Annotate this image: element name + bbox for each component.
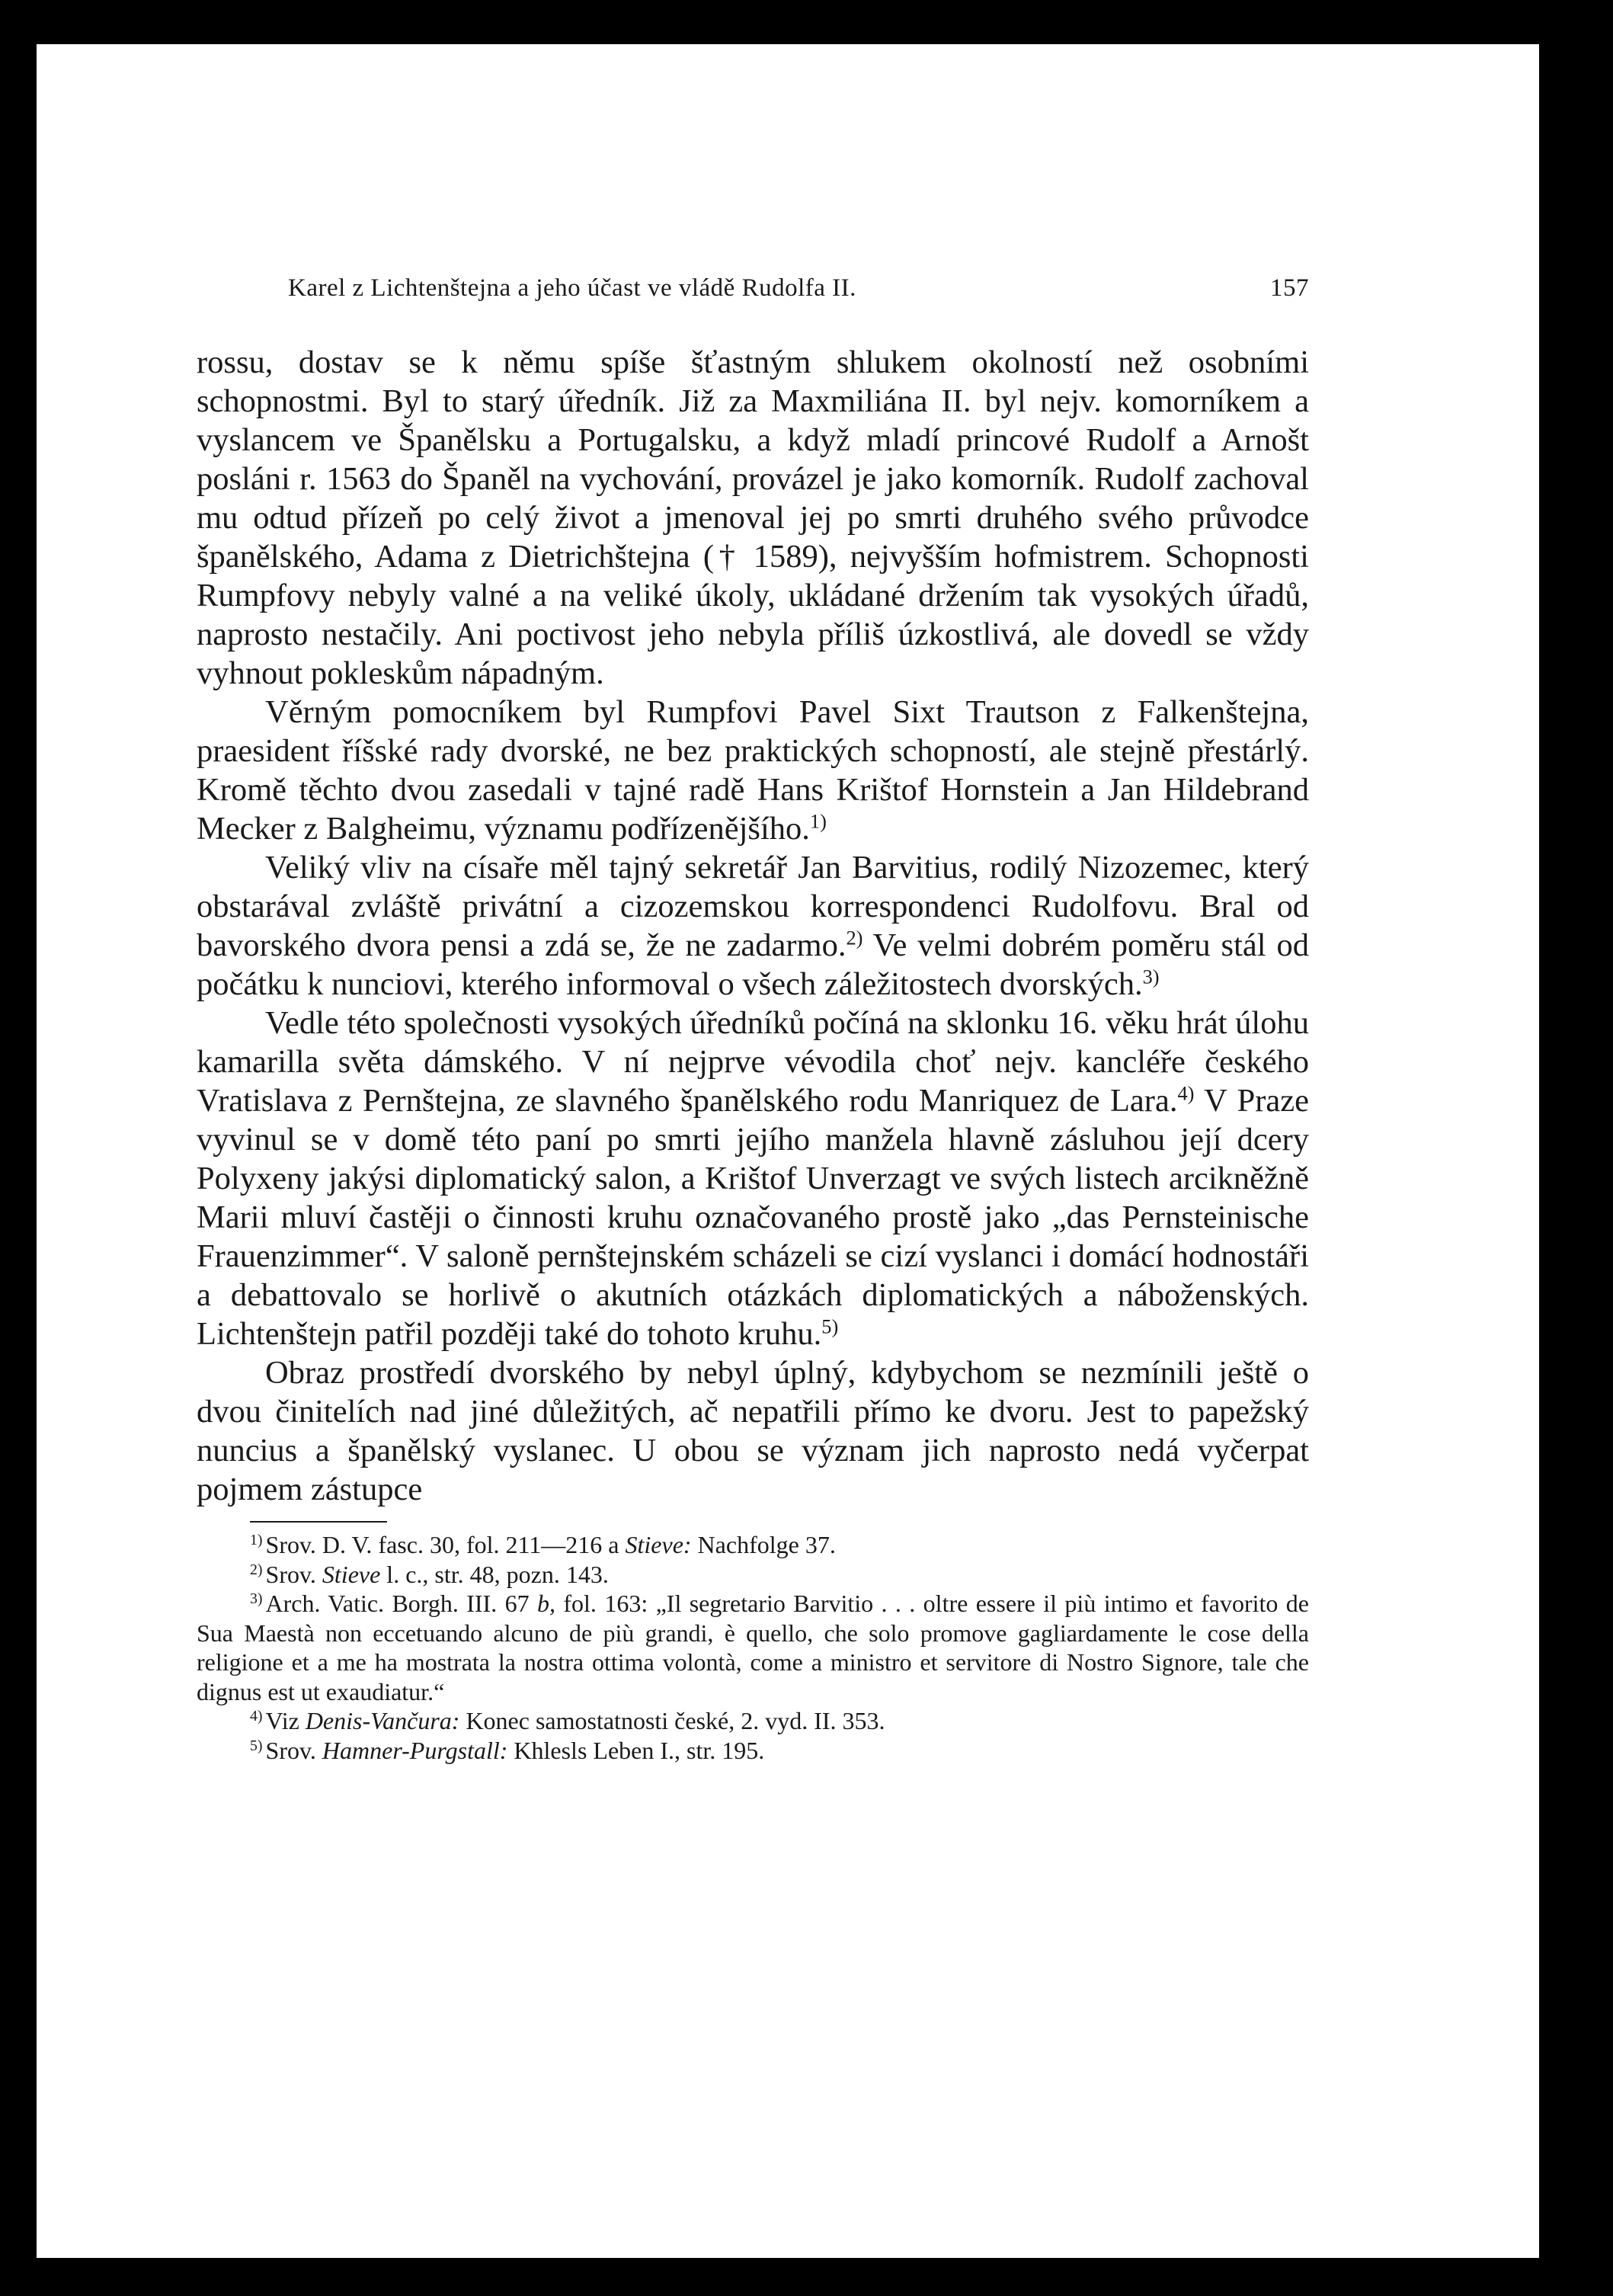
paragraph-3 — [197, 848, 1309, 1004]
body-text — [197, 343, 1309, 1509]
paragraph-5-text: Obraz prostředí dvorského by nebyl úplný, kdybychom se nezmínili ještě o dvou činitelích nad jiné důležitých, ač nepatřili přímo ke dvoru. Jest to papežský nuncius a španělský vyslanec. U obou se význam jich naprosto nedá vyčerpat pojmem zástupce — [197, 1355, 1309, 1507]
footnote-2 — [197, 1560, 1309, 1590]
paragraph-2-text: Věrným pomocníkem byl Rumpfovi Pavel Sixt Trautson z Falkenštejna, praesident říšské rady dvorské, ne bez praktických schopností, ale stejně přestárlý. Kromě těchto dvou zasedali v tajné radě Hans Krištof Hornstein a Jan Hildebrand Mecker z Balgheimu, významu podřízenějšího. — [197, 694, 1309, 847]
footnote-4 — [197, 1706, 1309, 1736]
footnote-divider — [250, 1521, 387, 1523]
footnote-3-italic: b, — [537, 1590, 555, 1617]
footnote-1-marker: 1) — [250, 1532, 263, 1549]
footnote-2-text: Srov. — [265, 1560, 322, 1588]
footnote-4-text: Viz — [265, 1707, 306, 1734]
paragraph-3-text-b: Ve velmi dobrém poměru stál od počátku k nunciovi, kterého informoval o všech záležitostech dvorských. — [197, 927, 1309, 1002]
footnote-ref-2: 2) — [846, 927, 863, 949]
footnote-1 — [197, 1530, 1309, 1560]
footnote-5-author: Hamner-Purgstall: — [322, 1736, 508, 1764]
footnote-3-text: Arch. Vatic. Borgh. III. 67 — [265, 1590, 537, 1617]
paragraph-1-text: rossu, dostav se k němu spíše šťastným shlukem okolností než osobními schopnostmi. Byl to starý úředník. Již za Maxmiliána II. byl nejv. komorníkem a vyslancem ve Španělsku a Portugalsku, a když mladí princové Rudolf a Arnošt posláni r. 1563 do Španěl na vychování, provázel je jako komorník. Rudolf zachoval mu odtud přízeň po celý život a jmenoval jej po smrti druhého svého průvodce španělského, Adama z Dietrichštejna († 1589), nejvyšším hofmistrem. Schopnosti Rumpfovy nebyly valné a na veliké úkoly, ukládané držením tak vysokých úřadů, naprosto nestačily. Ani poctivost jeho nebyla příliš úzkostlivá, ale dovedl se vždy vyhnout pokleskům nápadným. — [197, 344, 1309, 691]
footnote-1-rest: Nachfolge 37. — [691, 1531, 836, 1558]
running-title: Karel z Lichtenštejna a jeho účast ve vládě Rudolfa II. — [288, 274, 856, 302]
footnote-5-text: Srov. — [265, 1736, 322, 1764]
page-content — [197, 274, 1309, 1765]
running-header — [197, 274, 1309, 320]
paragraph-4-text-b: V Praze vyvinul se v domě této paní po smrti jejího manžela hlavně zásluhou její dcery Polyxeny jakýsi diplomatický salon, a Krištof Unverzagt ve svých listech arcikněžně Marii mluví častěji o činnosti kruhu označovaného prostě jako „das Pernsteinische Frauenzimmer“. V saloně pernštejnském scházeli se cizí vyslanci i domácí hodnostáři a debattovalo se horlivě o akutních otázkách diplomatických a náboženských. Lichtenštejn patřil později také do tohoto kruhu. — [197, 1083, 1309, 1352]
footnote-ref-5: 5) — [821, 1315, 839, 1338]
footnote-1-author: Stieve: — [625, 1531, 692, 1558]
footnote-4-marker: 4) — [250, 1708, 263, 1725]
footnote-4-author: Denis-Vančura: — [305, 1707, 460, 1734]
footnote-5-rest: Khlesls Leben I., str. 195. — [507, 1736, 765, 1764]
paragraph-3-text-a: Veliký vliv na císaře měl tajný sekretář Jan Barvitius, rodilý Nizozemec, který obstarával zvláště privátní a cizozemskou korrespondenci Rudolfovu. Bral od bavorského dvora pensi a zdá se, že ne zadarmo. — [197, 850, 1309, 963]
book-page — [37, 44, 1539, 2258]
paragraph-4-text-a: Vedle této společnosti vysokých úředníků počíná na sklonku 16. věku hrát úlohu kamarilla světa dámského. V ní nejprve vévodila choť nejv. kancléře českého Vratislava z Pernštejna, ze slavného španělského rodu Manriquez de Lara. — [197, 1005, 1309, 1119]
footnote-3-quote: fol. 163: „Il segretario Barvitio . . . oltre essere il più intimo et favorito de Sua Maestà non eccetuando alcuno de più grandi, è quello, che solo promove gagliardamente le cose della religione et a me ha mostrata la nostra ottima volontà, come a ministro et servitore di Nostro Signore, tale che dignus est ut exaudiatur.“ — [197, 1590, 1310, 1705]
paragraph-2 — [197, 693, 1309, 848]
footnote-3-marker: 3) — [250, 1590, 263, 1608]
footnote-5-marker: 5) — [250, 1737, 263, 1754]
footnote-2-marker: 2) — [250, 1561, 263, 1578]
footnote-1-text: Srov. D. V. fasc. 30, fol. 211—216 a — [265, 1531, 626, 1558]
footnote-5 — [197, 1736, 1309, 1766]
footnote-2-rest: l. c., str. 48, pozn. 143. — [380, 1560, 609, 1588]
footnotes — [197, 1530, 1309, 1765]
footnote-ref-1: 1) — [809, 810, 827, 833]
footnote-2-author: Stieve — [322, 1560, 381, 1588]
footnote-ref-3: 3) — [1142, 965, 1160, 988]
paragraph-1 — [197, 343, 1309, 693]
paragraph-5 — [197, 1353, 1309, 1509]
footnote-4-rest: Konec samostatnosti české, 2. vyd. II. 353. — [459, 1707, 885, 1734]
footnote-ref-4: 4) — [1177, 1082, 1195, 1105]
page-number: 157 — [1270, 274, 1309, 302]
paragraph-4 — [197, 1004, 1309, 1353]
footnote-3 — [197, 1589, 1309, 1706]
